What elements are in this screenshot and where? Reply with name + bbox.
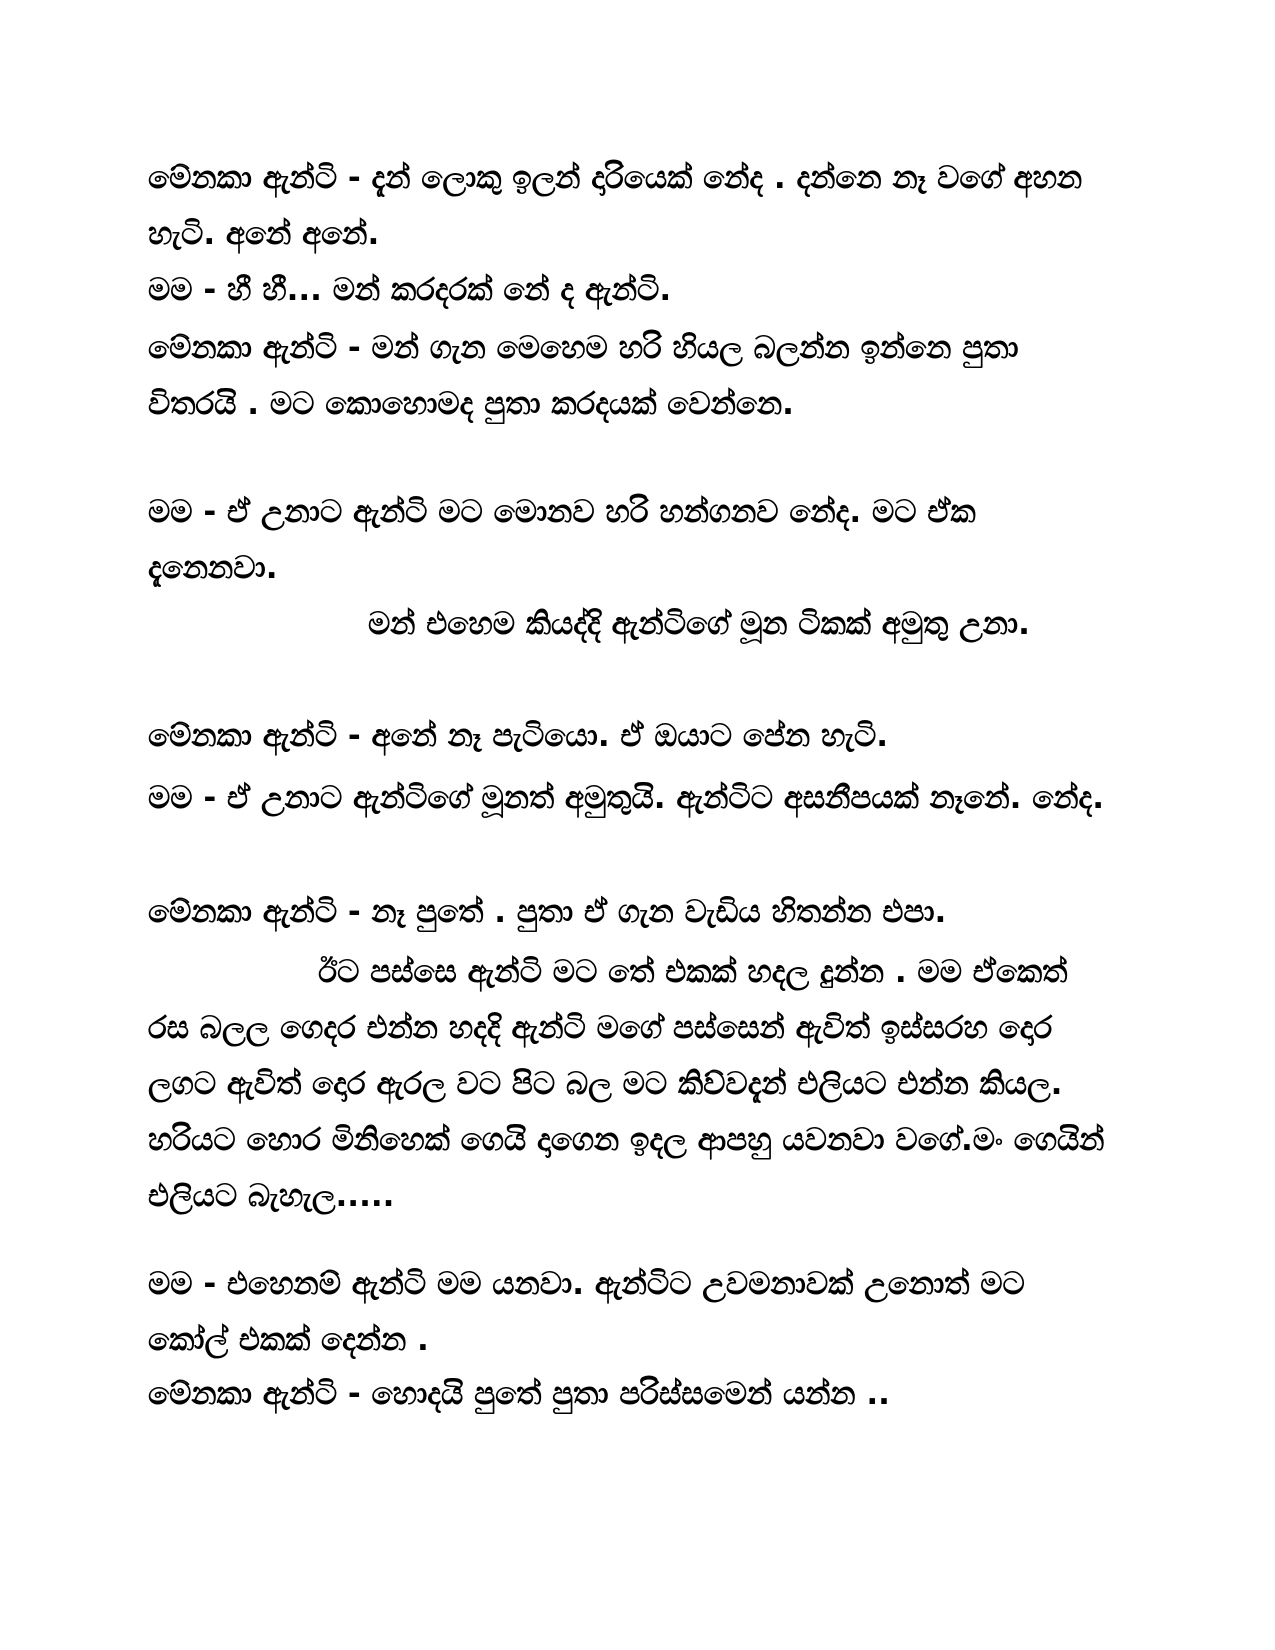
dialogue-paragraph: මම - ඒ උනාට ඇන්ටිගේ මූනත් අමුතුයි. ඇන්ටිට අසනීපයක් නෑනේ. නේද. (148, 780, 1105, 816)
dialogue-paragraph: මම - ඒ උනාට ඇන්ටි මට මොනව හරි හන්ගනව නේද. මට ඒක දැනෙනවා. (148, 494, 976, 586)
dialogue-paragraph: මේනකා ඇන්ටි - මන් ගැන මෙහෙම හරි හියල බලන්න ඉන්නෙ පුතා විතරයි . මට කොහොමද පුතා කරදයක් වෙන්නෙ. (148, 330, 1019, 422)
dialogue-paragraph: මම - එහෙනම් ඇන්ටි මම යනවා. ඇන්ටිට උවමනාවක් උනොත් මට කෝල් එකක් දෙන්න . (148, 1266, 1025, 1358)
narration-paragraph: මන් එහෙම කියද්දි ඇන්ටිගේ මූන ටිකක් අමුතු උනා. (368, 606, 1030, 642)
dialogue-paragraph: මේනකා ඇන්ටි - හොදයි පුතේ පුතා පරිස්සමෙන් යන්න .. (148, 1376, 890, 1412)
dialogue-paragraph: මේනකා ඇන්ටි - දැන් ලොකු ඉලන් දාරියෙක් නේද . දන්නෙ නෑ වගේ අහන හැටි. අනේ අනේ. (148, 160, 1083, 252)
dialogue-paragraph: මම - හී හී... මන් කරදරක් නේ ද ඇන්ටි. (148, 272, 672, 308)
narration-paragraph: ඊට පස්සෙ ඇන්ටි මට තේ එකක් හදල දුන්න . මම ඒකෙත් රස බලල ගෙදර එන්න හදදි ඇන්ටි මගේ පස්සෙන් ඇවිත් ඉස්සරහ දොර ලගට ඇවිත් දොර ඇරල වට පිට බල මට කිව්වදැන් එලියට එන්න කියල. හරියට හොර මිනිහෙක් ගෙයි දාගෙන ඉදල ආපහු යවනවා වගේ.මං ගෙයින් එලියට බැහැල..... (148, 954, 1105, 1214)
dialogue-paragraph: මේනකා ඇන්ටි - නෑ පුතේ . පුතා ඒ ගැන වැඩිය හිතන්න එපා. (148, 894, 947, 930)
dialogue-paragraph: මේනකා ඇන්ටි - අනේ නෑ පැටියො. ඒ ඔයාට පේන හැටි. (148, 718, 889, 754)
